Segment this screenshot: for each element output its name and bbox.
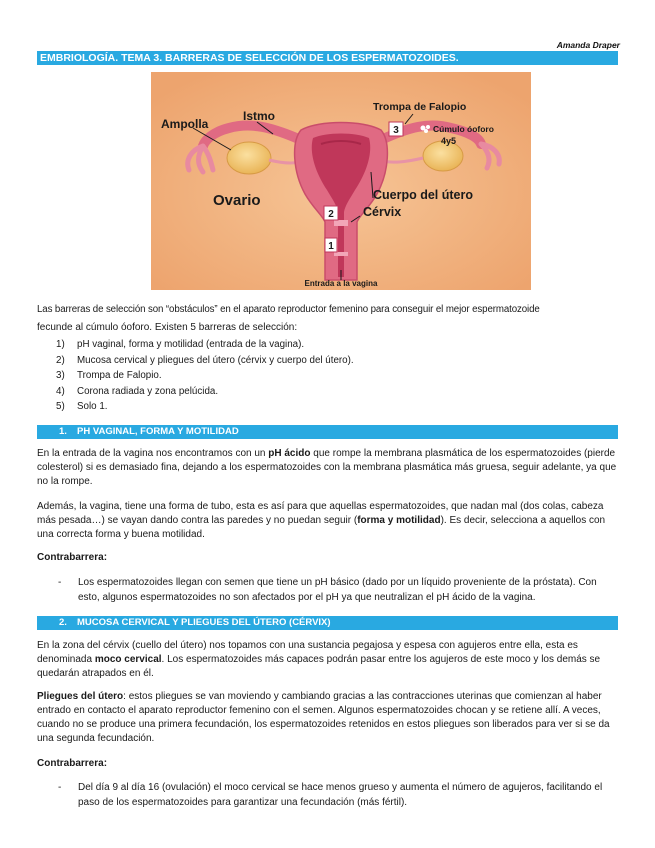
badge-3: 3 <box>393 125 399 136</box>
keyword-pliegues: Pliegues del útero <box>37 691 124 702</box>
label-trompa: Trompa de Falopio <box>373 101 467 113</box>
list-item: 1) pH vaginal, forma y motilidad (entrada de la vagina). <box>56 339 305 350</box>
section-1-contrabarrera-label: Contrabarrera: <box>37 552 108 563</box>
author-name: Amanda Draper <box>556 40 620 50</box>
section-1-paragraph-1: En la entrada de la vagina nos encontramos con un pH ácido que rompe la membrana plasmática de los espermatozoides (pierde colesterol) si es demasiado fina, dejando a los espermatozoides con la membrana plasmática más gruesa, seguir adelante, ya que no la rompe. <box>37 448 617 487</box>
label-cuerpo: Cuerpo del útero <box>373 188 474 202</box>
section-1-contrabarrera-item: - Los espermatozoides llegan con semen que tiene un pH básico (dado por un líquido proveniente de la próstata). Con esto, algunos espermatozoides no son afectados por el pH ya que neutralizan el pH ácido de la vagina. <box>58 577 597 603</box>
list-item: 5) Solo 1. <box>56 401 108 413</box>
badge-2: 2 <box>328 209 334 220</box>
intro-line-2: fecunde al cúmulo óoforo. Existen 5 barreras de selección: <box>37 322 298 333</box>
barriers-list <box>56 337 354 415</box>
section-1-paragraph-2: Además, la vagina, tiene una forma de tubo, esta es así para que aquellas espermatozoides, que nadan mal (dos colas, cabeza más pesada…) se vayan dando contra las paredes y no puedan seguir (forma y motilidad). Es decir, selecciona a aquellos con una correcta forma y buena motilidad. <box>37 501 606 540</box>
intro-line-1: Las barreras de selección son “obstáculos” en el aparato reproductor femenino para conseguir el mejor espermatozoide <box>37 304 540 315</box>
label-ampolla: Ampolla <box>161 117 209 131</box>
keyword-ph-acido: pH ácido <box>268 448 311 459</box>
section-2-paragraph-2: Pliegues del útero: estos pliegues se van moviendo y cambiando gracias a las contracciones uterinas que comienzan al haber entrado en contacto el aparato reproductor femenino con el semen. Algunos espermatozoides chocan y se retiene allí. A veces, cuando no se produce una primera fecundación, los espermatozoides retenidos en estos pliegues son liberados para ver si se da una segunda fecundación. <box>37 691 610 744</box>
badge-1: 1 <box>328 241 334 252</box>
uterus-diagram <box>151 72 531 290</box>
section-2-paragraph-1: En la zona del cérvix (cuello del útero) nos topamos con una sustancia pegajosa y espesa con agujeros entre ella, esta es denominada moco cervical. Los espermatozoides más capaces podrán pasar entre los agujeros de este moco y los demás se quedarán atrapados en él. <box>37 640 601 679</box>
label-4y5: 4y5 <box>441 136 457 146</box>
section-2-contrabarrera-label: Contrabarrera: <box>37 758 108 769</box>
left-ovary <box>227 142 271 174</box>
intro-paragraph <box>37 303 621 335</box>
label-cervix: Cérvix <box>363 205 402 219</box>
section-2-contrabarrera-item: - Del día 9 al día 16 (ovulación) el moco cervical se hace menos grueso y aumenta el número de agujeros, facilitando el paso de los espermatozoides para garantizar una fecundación (más fértil). <box>58 782 603 808</box>
list-item: 2) Mucosa cervical y pliegues del útero (cérvix y cuerpo del útero). <box>56 354 354 366</box>
label-ovario: Ovario <box>213 192 261 209</box>
label-cumulo: Cúmulo óoforo <box>433 124 494 134</box>
section-1-heading: 1. PH VAGINAL, FORMA Y MOTILIDAD <box>37 425 618 439</box>
keyword-forma-motilidad: forma y motilidad <box>357 515 441 526</box>
keyword-moco-cervical: moco cervical <box>94 654 162 665</box>
label-entrada: Entrada a la vagina <box>304 279 378 288</box>
label-istmo: Istmo <box>243 109 276 123</box>
list-item: 3) Trompa de Falopio. <box>56 370 162 382</box>
section-2-heading: 2. MUCOSA CERVICAL Y PLIEGUES DEL ÚTERO (CÉRVIX) <box>37 616 618 630</box>
list-item: 4) Corona radiada y zona pelúcida. <box>56 385 219 397</box>
document-title: EMBRIOLOGÍA. TEMA 3. BARRERAS DE SELECCIÓN DE LOS ESPERMATOZOIDES. <box>37 51 618 65</box>
